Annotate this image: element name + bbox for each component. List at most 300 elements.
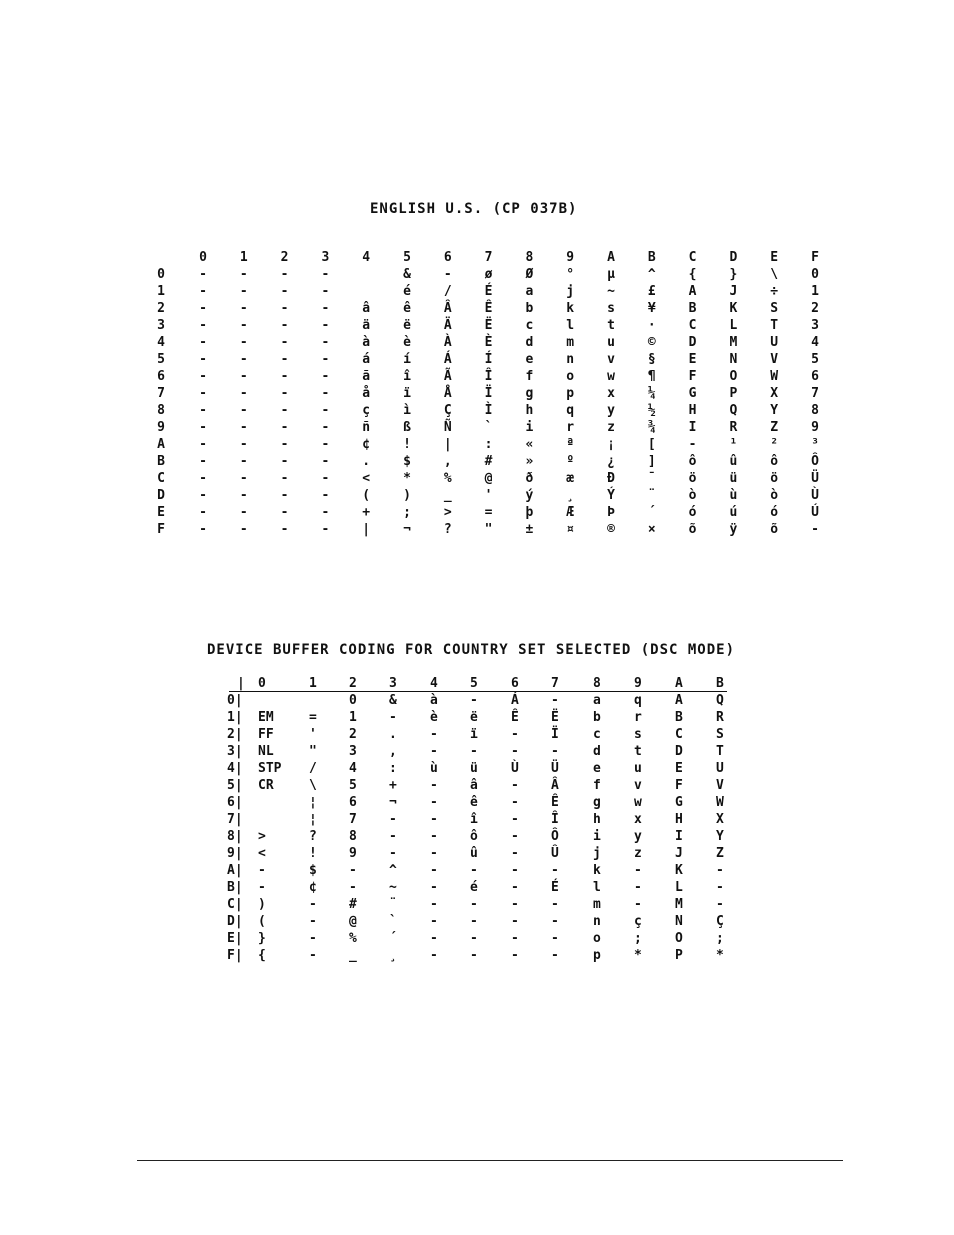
table1-title: ENGLISH U.S. (CP 037B) [370,201,578,217]
table2-cell: - [511,863,519,878]
table2-cell: - [309,914,317,929]
table2-cell: + [389,778,397,793]
table1-cell: É [484,284,493,299]
table2-cell: : [389,761,397,776]
table2-col-header: 0 [258,676,266,691]
table2-cell: - [511,744,519,759]
table1-cell: - [199,335,207,350]
table2-cell: V [716,778,724,793]
table2-cell: - [430,897,438,912]
table1-cell: _ [443,488,452,503]
table1-cell: ð [525,471,534,486]
table2-cell: > [258,829,266,844]
table1-cell: - [280,284,289,299]
table1-cell: ¾ [647,420,656,435]
table1-col-header: 1 [239,250,248,265]
table2-cell: g [593,795,601,810]
table1-cell: j [566,284,575,299]
table1-cell: - [321,488,330,503]
table2-cell: J [675,846,683,861]
table1-cell: - [321,522,330,537]
table2-cell: z [634,846,642,861]
table2-cell: K [675,863,683,878]
table1-cell: I [688,420,697,435]
table2-cell: , [389,744,397,759]
table1-cell: - [280,267,289,282]
table2-row-header: 8| [227,829,243,844]
table1-cell: / [443,284,452,299]
table1-cell: é [403,284,411,299]
table1-cell: á [362,352,371,367]
table2-cell: 7 [349,812,357,827]
table1-cell: ä [362,318,371,333]
table1-col-header: B [647,250,656,265]
table1-cell: Í [484,352,493,367]
table1-cell: u [607,335,615,350]
table1-cell: K [729,301,738,316]
table1-cell: W [770,369,779,384]
table1-cell: õ [688,522,697,537]
table1-cell: Q [729,403,738,418]
table2-cell: k [593,863,601,878]
table2-cell: - [430,880,438,895]
table1-cell: ® [607,522,615,537]
table2-col-header: 6 [511,676,519,691]
footer-divider [137,1160,843,1161]
table1-col-header: 9 [566,250,575,265]
table2-cell: j [593,846,601,861]
table2-cell: $ [309,863,317,878]
table1-cell: ÷ [770,284,779,299]
table1-cell: ü [729,471,738,486]
table1-cell: ã [362,369,371,384]
table1-cell: ý [525,488,534,503]
table2-cell: ! [309,846,317,861]
table1-cell: - [239,454,248,469]
table1-cell: ê [403,301,411,316]
table2-col-header: 7 [551,676,559,691]
table2-cell: - [430,948,438,963]
table2-cell: - [551,931,559,946]
table1-cell: - [321,284,330,299]
table1-cell: ~ [607,284,615,299]
table2-cell: - [511,829,519,844]
table2-cell: 0 [349,693,357,708]
table2-cell: 5 [349,778,357,793]
table1-cell: - [321,420,330,435]
table2-cell: " [309,744,317,759]
table1-cell: í [403,352,411,367]
table1-cell: - [239,386,248,401]
table1-cell: ± [525,522,534,537]
table1-cell: Z [770,420,779,435]
table2-cell: ; [716,931,724,946]
table2-cell: ( [258,914,266,929]
table1-cell: ( [362,488,371,503]
table2-cell: h [593,812,601,827]
table1-cell: Â [443,301,452,316]
table2-cell: - [470,914,478,929]
table1-cell: È [484,335,493,350]
table1-cell: ¢ [362,437,371,452]
table1-cell: + [362,505,371,520]
table1-row-header: 6 [157,369,165,384]
table1-cell: - [280,369,289,384]
table1-col-header: 3 [321,250,330,265]
table2-cell: 8 [349,829,357,844]
table2-cell: N [675,914,683,929]
table2-cell: - [389,812,397,827]
table2-cell: \ [309,778,317,793]
table2-cell: } [258,931,266,946]
table2-cell: ; [634,931,642,946]
table1-cell: æ [566,471,575,486]
table1-cell: Ð [607,471,615,486]
table1-cell: n [566,352,575,367]
table1-cell: q [566,403,575,418]
table1-cell: ç [362,403,371,418]
table1-cell: Ï [484,386,493,401]
table2-cell: - [349,880,357,895]
table1-cell: z [607,420,615,435]
table2-cell: ' [309,727,317,742]
table1-cell: - [280,386,289,401]
table1-cell: î [403,369,411,384]
table1-col-header: 7 [484,250,493,265]
table1-cell: 6 [811,369,819,384]
table1-cell: . [362,454,371,469]
table1-cell: - [280,301,289,316]
table1-cell: 9 [811,420,819,435]
table2-cell: - [309,931,317,946]
table2-col-header: 2 [349,676,357,691]
table1-cell: - [321,437,330,452]
table2-cell: - [389,829,397,844]
table2-cell: - [511,931,519,946]
table1-cell: T [770,318,779,333]
table2-cell: 3 [349,744,357,759]
table2-cell: 6 [349,795,357,810]
table1-cell: Ñ [443,420,452,435]
table2-cell: D [675,744,683,759]
table1-cell: % [443,471,452,486]
table2-cell: - [511,914,519,929]
table1-cell: - [239,437,248,452]
table1-cell: - [239,369,248,384]
table1-cell: ª [566,437,575,452]
table2-cell: r [634,710,642,725]
table1-cell: ô [688,454,697,469]
table2-cell: Ë [551,710,559,725]
table1-cell: - [280,352,289,367]
table1-cell: - [199,284,207,299]
table2-cell: @ [349,914,357,929]
table1-cell: X [770,386,779,401]
table2-cell: ¦ [309,812,317,827]
table1-cell: ¡ [607,437,615,452]
table2-cell: â [470,778,478,793]
table1-cell: - [199,420,207,435]
table1-cell: # [484,454,493,469]
table1-cell: p [566,386,575,401]
table1-cell: 1 [811,284,819,299]
table1-cell: F [688,369,697,384]
table1-cell: d [525,335,534,350]
table2-row-header: 2| [227,727,243,742]
table1-cell: ù [729,488,738,503]
table2-cell: O [675,931,683,946]
table1-cell: A [688,284,697,299]
table1-row-header: E [157,505,165,520]
table2-cell: / [309,761,317,776]
table1-cell: - [239,488,248,503]
table1-col-header: 4 [362,250,371,265]
table2-cell: - [430,931,438,946]
table2-cell: - [430,863,438,878]
table1-cell: - [199,267,207,282]
table1-cell: ú [729,505,738,520]
table2-row-header: D| [227,914,243,929]
table1-cell: m [566,335,575,350]
table1-cell: - [811,522,819,537]
table1-cell: - [199,386,207,401]
table2-cell: - [551,863,559,878]
table1-cell: © [647,335,656,350]
table1-cell: ø [484,267,493,282]
table2-col-header: 9 [634,676,642,691]
table1-cell: 5 [811,352,819,367]
table1-cell: ¬ [403,522,411,537]
table1-cell: Ç [443,403,452,418]
table2-cell: ) [258,897,266,912]
table2-cell: L [675,880,683,895]
table1-cell: " [484,522,493,537]
table2-cell: P [675,948,683,963]
table2-cell: n [593,914,601,929]
table2-cell: Á [511,693,519,708]
table2-cell: ¦ [309,795,317,810]
table1-row-header: 3 [157,318,165,333]
table1-cell: l [566,318,575,333]
table2-cell: v [634,778,642,793]
table1-cell: â [362,301,371,316]
table1-row-header: 2 [157,301,165,316]
table2-cell: ¨ [389,897,397,912]
table2-cell: CR [258,778,274,793]
table1-cell: e [525,352,534,367]
table2-cell: f [593,778,601,793]
table2-cell: é [470,880,478,895]
table2-cell: - [430,795,438,810]
table2-cell: H [675,812,683,827]
table1-cell: - [321,267,330,282]
table2-cell: - [309,948,317,963]
table1-cell: ! [403,437,411,452]
table2-row-header: 0| [227,693,243,708]
table2-cell: E [675,761,683,776]
table1-cell: - [280,522,289,537]
table2-cell: Î [551,812,559,827]
table1-cell: ) [403,488,411,503]
table2-cell: - [349,863,357,878]
table2-cell: m [593,897,601,912]
table1-cell: | [443,437,452,452]
table1-cell: D [688,335,697,350]
table1-cell: Ë [484,318,493,333]
table1-cell: - [239,284,248,299]
table1-cell: - [321,369,330,384]
table2-cell: Ô [551,829,559,844]
table2-cell: - [551,897,559,912]
table2-cell: . [389,727,397,742]
table1-cell: - [321,471,330,486]
table2-row-header: 9| [227,846,243,861]
table1-cell: Å [443,386,452,401]
table2-col-header: A [675,676,683,691]
table1-cell: Ý [607,488,615,503]
table2-row-header: E| [227,931,243,946]
table1-cell: ` [484,420,493,435]
table2-cell: = [309,710,317,725]
table1-cell: > [443,505,452,520]
table1-cell: 8 [811,403,819,418]
table1-cell: - [199,403,207,418]
table2-cell: - [430,914,438,929]
table1-cell: Ã [443,369,452,384]
table2-cell: î [470,812,478,827]
table1-col-header: A [607,250,615,265]
table2-cell: - [470,897,478,912]
table2-cell: - [634,897,642,912]
table2-cell: - [430,829,438,844]
table2-cell: - [430,846,438,861]
table1-cell: - [239,335,248,350]
table1-row-header: 8 [157,403,165,418]
table2-cell: * [634,948,642,963]
table1-cell: < [362,471,371,486]
table1-cell: k [566,301,575,316]
table2-cell: * [716,948,724,963]
table2-cell: ^ [389,863,397,878]
table1-row-header: 7 [157,386,165,401]
table2-cell: X [716,812,724,827]
table1-cell: - [321,318,330,333]
table2-cell: - [551,914,559,929]
table1-cell: ³ [811,437,819,452]
table2-cell: - [470,863,478,878]
table1-cell: - [280,454,289,469]
table2-cell: u [634,761,642,776]
table2-cell: à [430,693,438,708]
table1-cell: U [770,335,779,350]
table1-cell: - [321,352,330,367]
table2-cell: ù [430,761,438,776]
table1-cell: Þ [607,505,615,520]
table1-cell: - [239,505,248,520]
table1-cell: ¹ [729,437,738,452]
table1-cell: - [280,335,289,350]
table2-row-header: 5| [227,778,243,793]
table1-cell: ô [770,454,779,469]
table2-cell: s [634,727,642,742]
table1-cell: [ [647,437,656,452]
table2-col-header: 8 [593,676,601,691]
table2-cell: ü [470,761,478,776]
table1-cell: ó [688,505,697,520]
table1-cell: ¼ [647,386,656,401]
table1-cell: } [729,267,738,282]
table1-cell: Y [770,403,779,418]
table2-cell: - [389,846,397,861]
table2-cell: ´ [389,931,397,946]
table1-cell: ó [770,505,779,520]
table2-cell: C [675,727,683,742]
table2-row-header: 3| [227,744,243,759]
table1-col-header: F [811,250,819,265]
table1-cell: @ [484,471,493,486]
table2-cell: A [675,693,683,708]
table2-col-header: 4 [430,676,438,691]
table2-cell: Q [716,693,724,708]
table1-cell: ¨ [647,488,656,503]
table2-header-rule [229,691,727,692]
table1-cell: P [729,386,738,401]
table2-cell: - [634,863,642,878]
table2-cell: - [716,897,724,912]
table1-cell: ö [688,471,697,486]
table1-cell: $ [403,454,411,469]
table2-cell: É [551,880,559,895]
table1-cell: - [199,301,207,316]
table1-cell: Ä [443,318,452,333]
table2-cell: - [430,812,438,827]
table2-cell: - [511,880,519,895]
table2-cell: Ê [551,795,559,810]
table2-cell: - [511,948,519,963]
table1-cell: a [525,284,534,299]
table2-title: DEVICE BUFFER CODING FOR COUNTRY SET SELECTED (DSC MODE) [207,642,736,658]
table1-cell: - [280,420,289,435]
table1-cell: O [729,369,738,384]
table2-cell: ? [309,829,317,844]
table1-cell: ' [484,488,493,503]
table2-cell: Ü [551,761,559,776]
table2-cell: STP [258,761,282,776]
table1-cell: w [607,369,615,384]
table2-cell: - [309,897,317,912]
table2-cell: - [511,795,519,810]
table1-cell: - [280,488,289,503]
table2-cell: ê [470,795,478,810]
table2-row-header: 7| [227,812,243,827]
table2-cell: a [593,693,601,708]
table1-cell: B [688,301,697,316]
table1-cell: s [607,301,615,316]
table1-cell: - [199,505,207,520]
table2-cell: FF [258,727,274,742]
table1-row-header: C [157,471,165,486]
table2-cell: - [716,863,724,878]
table1-cell: - [321,454,330,469]
table2-cell: Ç [716,914,724,929]
table1-cell: Î [484,369,493,384]
table1-cell: ¸ [566,488,575,503]
table2-cell: Ê [511,710,519,725]
table1-cell: « [525,437,534,452]
table2-cell: - [511,897,519,912]
table2-cell: NL [258,744,274,759]
table1-col-header: 8 [525,250,534,265]
